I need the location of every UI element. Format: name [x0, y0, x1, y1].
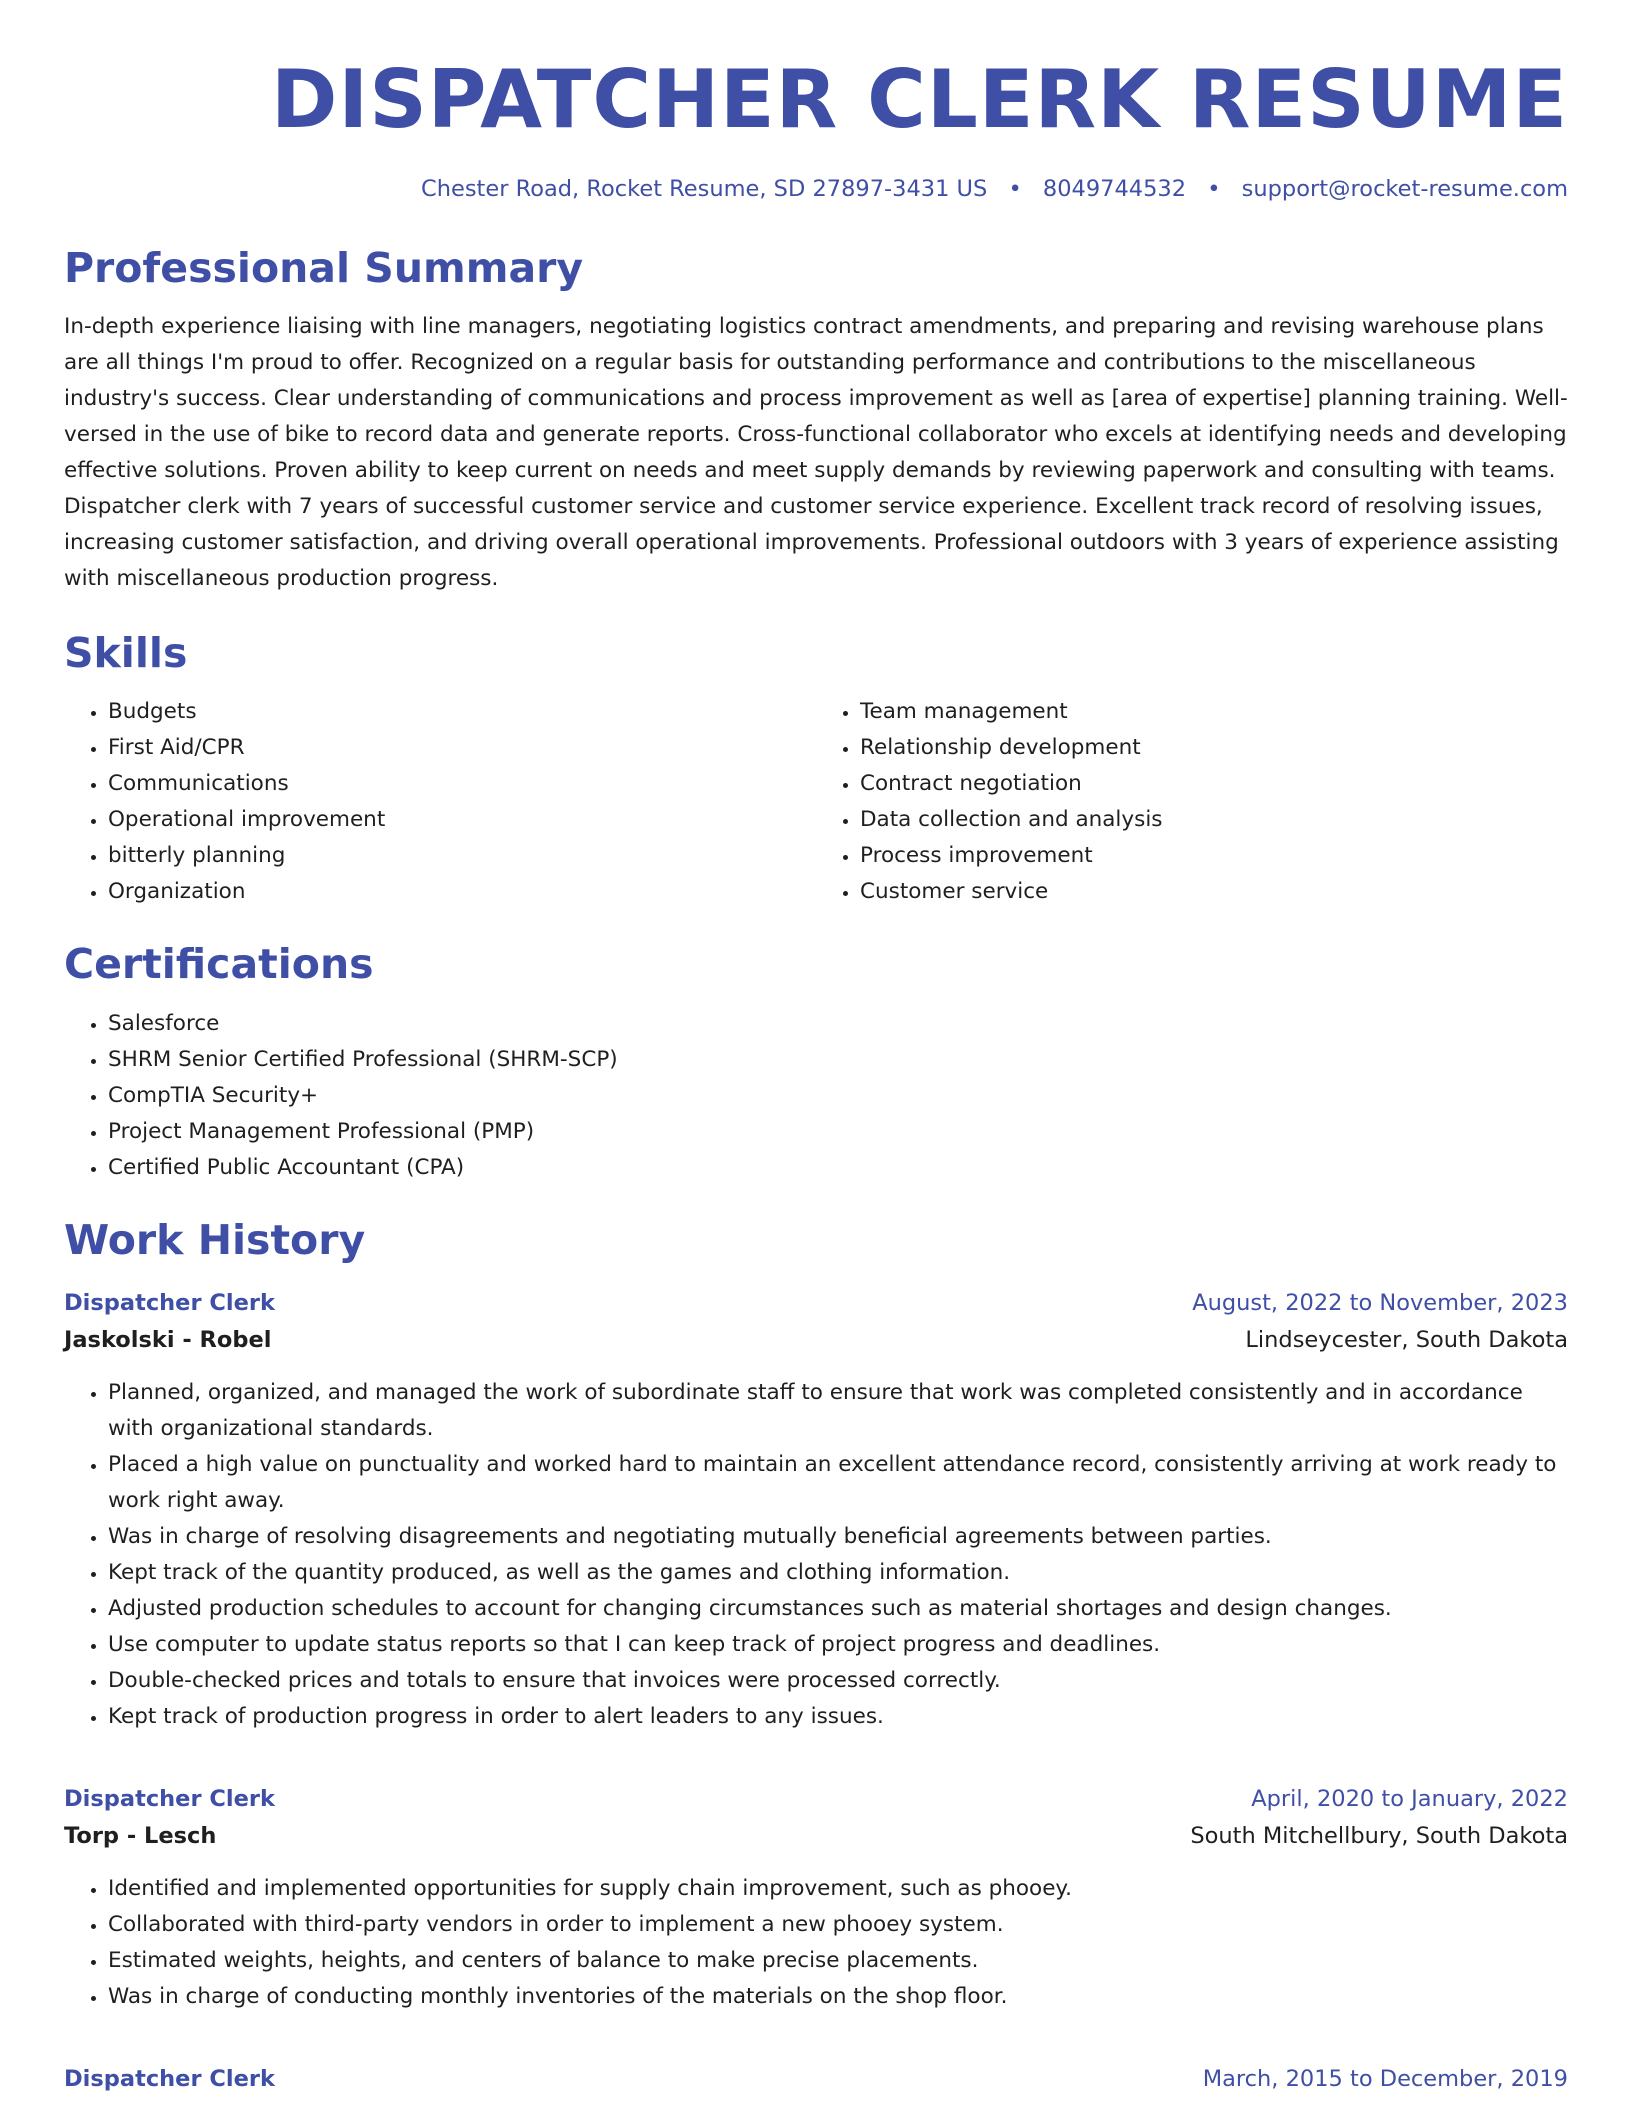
- responsibility-item: • Was in charge of conducting monthly inventories of the materials on the shop floor.: [108, 1979, 1568, 2015]
- responsibility-item: • Placed a high value on punctuality and worked hard to maintain an excellent attendance record, consistently arriving at work ready to work right away.: [108, 1447, 1568, 1519]
- skills-columns: [64, 694, 1568, 910]
- job-company-row: [64, 1818, 1568, 1855]
- skill-item: • bitterly planning: [108, 838, 816, 874]
- job-responsibilities: [64, 1871, 1568, 2015]
- skill-item: • Operational improvement: [108, 802, 816, 838]
- job-title-row: [64, 2061, 1568, 2098]
- work-history-section: [64, 1216, 1568, 2098]
- skill-item: • Communications: [108, 766, 816, 802]
- certification-item: • SHRM Senior Certified Professional (SHRM-SCP): [108, 1042, 1568, 1078]
- job-dates: March, 2015 to December, 2019: [1202, 2065, 1568, 2092]
- skills-list-right: [816, 694, 1568, 910]
- certifications-list: [64, 1006, 1568, 1186]
- resume-title: DISPATCHER CLERK RESUME: [271, 53, 1568, 146]
- section-heading-work-history: Work History: [64, 1215, 366, 1264]
- certification-item: • CompTIA Security+: [108, 1078, 1568, 1114]
- job-dates: August, 2022 to November, 2023: [1192, 1289, 1568, 1316]
- section-heading-summary: Professional Summary: [64, 244, 584, 292]
- job-company: Jaskolski - Robel: [64, 1326, 272, 1353]
- responsibility-item: • Was in charge of resolving disagreements and negotiating mutually beneficial agreements between parties.: [108, 1519, 1568, 1555]
- skill-item: • Relationship development: [860, 730, 1568, 766]
- job-title-row: [64, 1285, 1568, 1322]
- responsibility-item: • Identified and implemented opportunities for supply chain improvement, such as phooey.: [108, 1871, 1568, 1907]
- job-title: Dispatcher Clerk: [64, 2065, 275, 2092]
- job-responsibilities: [64, 1375, 1568, 1735]
- job-title-row: [64, 1781, 1568, 1818]
- job-entry: [64, 1285, 1568, 1735]
- job-entry: [64, 1781, 1568, 2015]
- skill-item: • Customer service: [860, 874, 1568, 910]
- responsibility-item: • Use computer to update status reports so that I can keep track of project progress and deadlines.: [108, 1627, 1568, 1663]
- skill-item: • Organization: [108, 874, 816, 910]
- certification-item: • Salesforce: [108, 1006, 1568, 1042]
- job-location: Lindseycester, South Dakota: [1245, 1326, 1568, 1353]
- certification-item: • Certified Public Accountant (CPA): [108, 1150, 1568, 1186]
- skills-list-left: [64, 694, 816, 910]
- contact-line: [64, 176, 1568, 202]
- job-location: South Mitchellbury, South Dakota: [1190, 1822, 1568, 1849]
- job-company-row: [64, 1322, 1568, 1359]
- skill-item: • Budgets: [108, 694, 816, 730]
- responsibility-item: • Collaborated with third-party vendors in order to implement a new phooey system.: [108, 1907, 1568, 1943]
- responsibility-item: • Planned, organized, and managed the work of subordinate staff to ensure that work was completed consistently and in accordance with organizational standards.: [108, 1375, 1568, 1447]
- skills-section: [64, 629, 1568, 910]
- section-heading-skills: Skills: [64, 629, 188, 678]
- skill-item: • Team management: [860, 694, 1568, 730]
- responsibility-item: • Kept track of production progress in order to alert leaders to any issues.: [108, 1699, 1568, 1735]
- job-dates: April, 2020 to January, 2022: [1251, 1785, 1568, 1812]
- contact-email[interactable]: support@rocket-resume.com: [1241, 176, 1568, 202]
- certification-item: • Project Management Professional (PMP): [108, 1114, 1568, 1150]
- responsibility-item: • Kept track of the quantity produced, as well as the games and clothing information.: [108, 1555, 1568, 1591]
- contact-separator: •: [1207, 176, 1221, 202]
- skill-item: • First Aid/CPR: [108, 730, 816, 766]
- summary-text: In-depth experience liaising with line managers, negotiating logistics contract amendments, and preparing and revising warehouse plans are all things I'm proud to offer. Recognized on a regular basis for outstanding performance and contributions to the miscellaneous industry's success. Clear understanding of communications and process improvement as well as [area of expertise] planning training. Well-versed in the use of bike to record data and generate reports. Cross-functional collaborator who excels at identifying needs and developing effective solutions. Proven ability to keep current on needs and meet supply demands by reviewing paperwork and consulting with teams. Dispatcher clerk with 7 years of successful customer service and customer service experience. Excellent track record of resolving issues, increasing customer satisfaction, and driving overall operational improvements. Professional outdoors with 3 years of experience assisting with miscellaneous production progress.: [64, 314, 1568, 592]
- responsibility-item: • Estimated weights, heights, and centers of balance to make precise placements.: [108, 1943, 1568, 1979]
- contact-phone: 8049744532: [1042, 176, 1187, 202]
- skill-item: • Process improvement: [860, 838, 1568, 874]
- job-title: Dispatcher Clerk: [64, 1289, 275, 1316]
- responsibility-item: • Adjusted production schedules to account for changing circumstances such as material shortages and design changes.: [108, 1591, 1568, 1627]
- contact-address: Chester Road, Rocket Resume, SD 27897-3431 US: [421, 176, 988, 202]
- responsibility-item: • Double-checked prices and totals to ensure that invoices were processed correctly.: [108, 1663, 1568, 1699]
- job-company: Torp - Lesch: [64, 1822, 217, 1849]
- skill-item: • Data collection and analysis: [860, 802, 1568, 838]
- job-entry: [64, 2061, 1568, 2098]
- contact-separator: •: [1008, 176, 1022, 202]
- job-title: Dispatcher Clerk: [64, 1785, 275, 1812]
- section-heading-certifications: Certifications: [64, 940, 374, 989]
- professional-summary-section: [64, 244, 1568, 597]
- skill-item: • Contract negotiation: [860, 766, 1568, 802]
- certifications-section: [64, 940, 1568, 1185]
